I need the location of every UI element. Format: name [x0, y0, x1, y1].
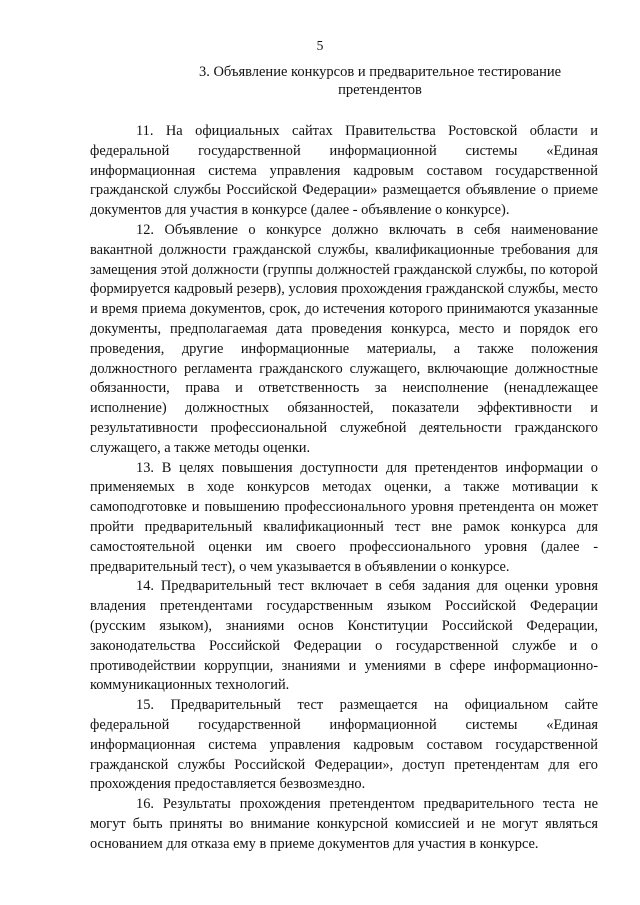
paragraph-13: 13. В целях повышения доступности для претендентов информации о применяемых в ходе конкурсов методах оценки, а также мотивации к самоподготовке и повышению профессионального уровня претендента он может пройти предварительный квалификационный тест вне рамок конкурса для самостоятельной оценки им своего профессионального уровня (далее - предварительный тест), о чем указывается в объявлении о конкурсе.: [90, 459, 598, 575]
paragraph-14: 14. Предварительный тест включает в себя задания для оценки уровня владения претендентами государственным языком Российской Федерации (русским языком), знаниями основ Конституции Российской Федерации, законодательства Российской Федерации о государственной службе и о противодействии коррупции, знаниями и умениями в сфере информационно-коммуникационных технологий.: [90, 578, 598, 694]
section-title: 3. Объявление конкурсов и предварительное тестирование претендентов: [198, 64, 562, 98]
page-number: 5: [316, 38, 324, 53]
paragraph-11: 11. На официальных сайтах Правительства Ростовской области и федеральной государственной информационной системы «Единая информационная система управления кадровым составом государственной гражданской службы Российской Федерации» размещается объявление о приеме документов для участия в конкурсе (далее - объявление о конкурсе).: [90, 123, 598, 219]
paragraph-15: 15. Предварительный тест размещается на официальном сайте федеральной государственной информационной системы «Единая информационная система управления кадровым составом государственной гражданской службы Российской Федерации», доступ претендентам для его прохождения предоставляется безвозмездно.: [90, 697, 598, 793]
paragraph-12: 12. Объявление о конкурсе должно включать в себя наименование вакантной должности гражданской службы, квалификационные требования для замещения этой должности (группы должностей гражданской службы, по которой формируется кадровый резерв), условия прохождения гражданской службы, место и время приема документов, срок, до истечения которого принимаются указанные документы, предполагаемая дата проведения конкурса, место и порядок его проведения, другие информационные материалы, а также положения должностного регламента гражданского служащего, включающие должностные обязанности, права и ответственность за неисполнение (ненадлежащее исполнение) должностных обязанностей, показатели эффективности и результативности профессиональной служебной деятельности гражданского служащего, а также методы оценки.: [90, 221, 598, 456]
paragraph-16: 16. Результаты прохождения претендентом предварительного теста не могут быть приняты во внимание конкурсной комиссией и не могут являться основанием для отказа ему в приеме документов для участия в конкурсе.: [90, 796, 598, 852]
document-body: [90, 122, 598, 854]
